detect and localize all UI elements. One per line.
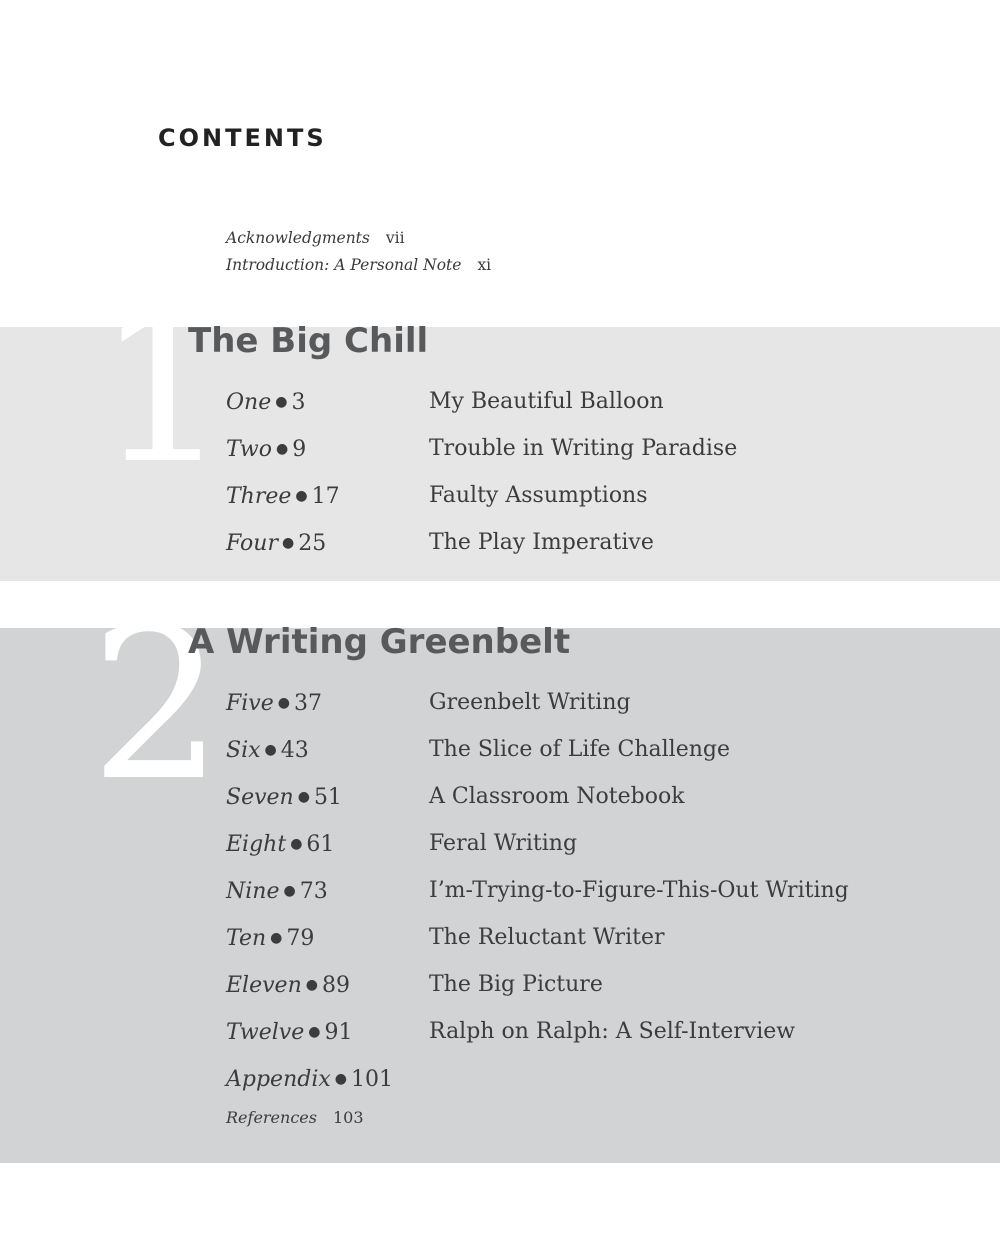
bullet-separator: ● [305,977,318,993]
chapter-list [226,383,738,571]
chapter-row[interactable] [226,731,730,778]
chapter-number: Seven [226,785,294,810]
bullet-separator: ● [277,695,290,711]
chapter-number: One [226,390,272,415]
part-title: A Writing Greenbelt [188,622,571,662]
chapter-title: My Beautiful Balloon [429,389,664,414]
chapter-page: 3 [291,390,306,415]
chapter-number: Eleven [226,973,302,998]
chapter-number: Four [226,531,278,556]
chapter-title: The Reluctant Writer [429,925,665,950]
bullet-separator: ● [295,488,308,504]
bullet-separator: ● [334,1071,347,1087]
chapter-title: The Play Imperative [429,530,654,555]
chapter-number: Three [226,484,292,509]
toc-entry-introduction[interactable] [226,253,491,280]
chapter-row[interactable] [226,524,654,571]
chapter-page: 89 [321,973,350,998]
chapter-title: Greenbelt Writing [429,690,631,715]
bullet-separator: ● [282,535,295,551]
chapter-page: 101 [351,1067,393,1092]
chapter-number: Nine [226,879,280,904]
chapter-page: 73 [299,879,328,904]
part-title: The Big Chill [188,321,429,361]
front-matter-list [226,226,491,280]
toc-entry-page: xi [477,256,492,274]
chapter-title: I’m-Trying-to-Figure-This-Out Writing [429,878,849,903]
chapter-row[interactable] [226,872,849,919]
chapter-number: Two [226,437,272,462]
toc-entry-page: 103 [332,1108,364,1127]
part-number: 1 [96,265,230,510]
chapter-page: 51 [313,785,342,810]
bullet-separator: ● [308,1024,321,1040]
chapter-title: Trouble in Writing Paradise [429,436,738,461]
chapter-number: Six [226,738,261,763]
bullet-separator: ● [290,836,303,852]
chapter-row[interactable] [226,825,578,872]
chapter-title: Faulty Assumptions [429,483,648,508]
chapter-row[interactable] [226,477,648,524]
bullet-separator: ● [264,742,277,758]
chapter-page: 17 [311,484,340,509]
contents-heading: CONTENTS [158,124,327,152]
chapter-page: 61 [306,832,335,857]
toc-entry-page: vii [385,229,405,247]
toc-entry-acknowledgments[interactable] [226,226,491,253]
chapter-title: The Slice of Life Challenge [429,737,730,762]
chapter-title: The Big Picture [429,972,603,997]
part-2-section [0,582,1000,1163]
chapter-row[interactable] [226,1013,796,1060]
bullet-separator: ● [283,883,296,899]
chapter-title: Feral Writing [429,831,578,856]
chapter-row[interactable] [226,383,664,430]
chapter-title: A Classroom Notebook [429,784,685,809]
bullet-separator: ● [270,930,283,946]
chapter-number: Five [226,691,274,716]
toc-entry-title: References [226,1108,317,1127]
toc-entry-references[interactable] [226,1103,393,1133]
chapter-row[interactable] [226,966,603,1013]
chapter-page: 91 [324,1020,353,1045]
chapter-page: 25 [298,531,327,556]
chapter-page: 79 [286,926,315,951]
chapter-row[interactable] [226,778,685,825]
bullet-separator: ● [275,441,289,457]
chapter-number: Eight [226,832,287,857]
chapter-number: Twelve [226,1020,305,1045]
chapter-page: 9 [292,437,307,462]
chapter-number: Ten [226,926,267,951]
bullet-separator: ● [297,789,310,805]
chapter-page: 43 [280,738,309,763]
chapter-number: Appendix [226,1067,331,1092]
toc-entry-title: Acknowledgments [226,229,370,247]
appendix-row[interactable] [226,1060,393,1107]
chapter-row[interactable] [226,684,631,731]
chapter-list [226,684,849,1133]
part-number: 2 [90,582,224,827]
chapter-row[interactable] [226,919,665,966]
toc-entry-title: Introduction: A Personal Note [226,256,462,274]
bullet-separator: ● [275,394,288,410]
chapter-title: Ralph on Ralph: A Self-Interview [429,1019,796,1044]
chapter-page: 37 [293,691,322,716]
chapter-row[interactable] [226,430,738,477]
